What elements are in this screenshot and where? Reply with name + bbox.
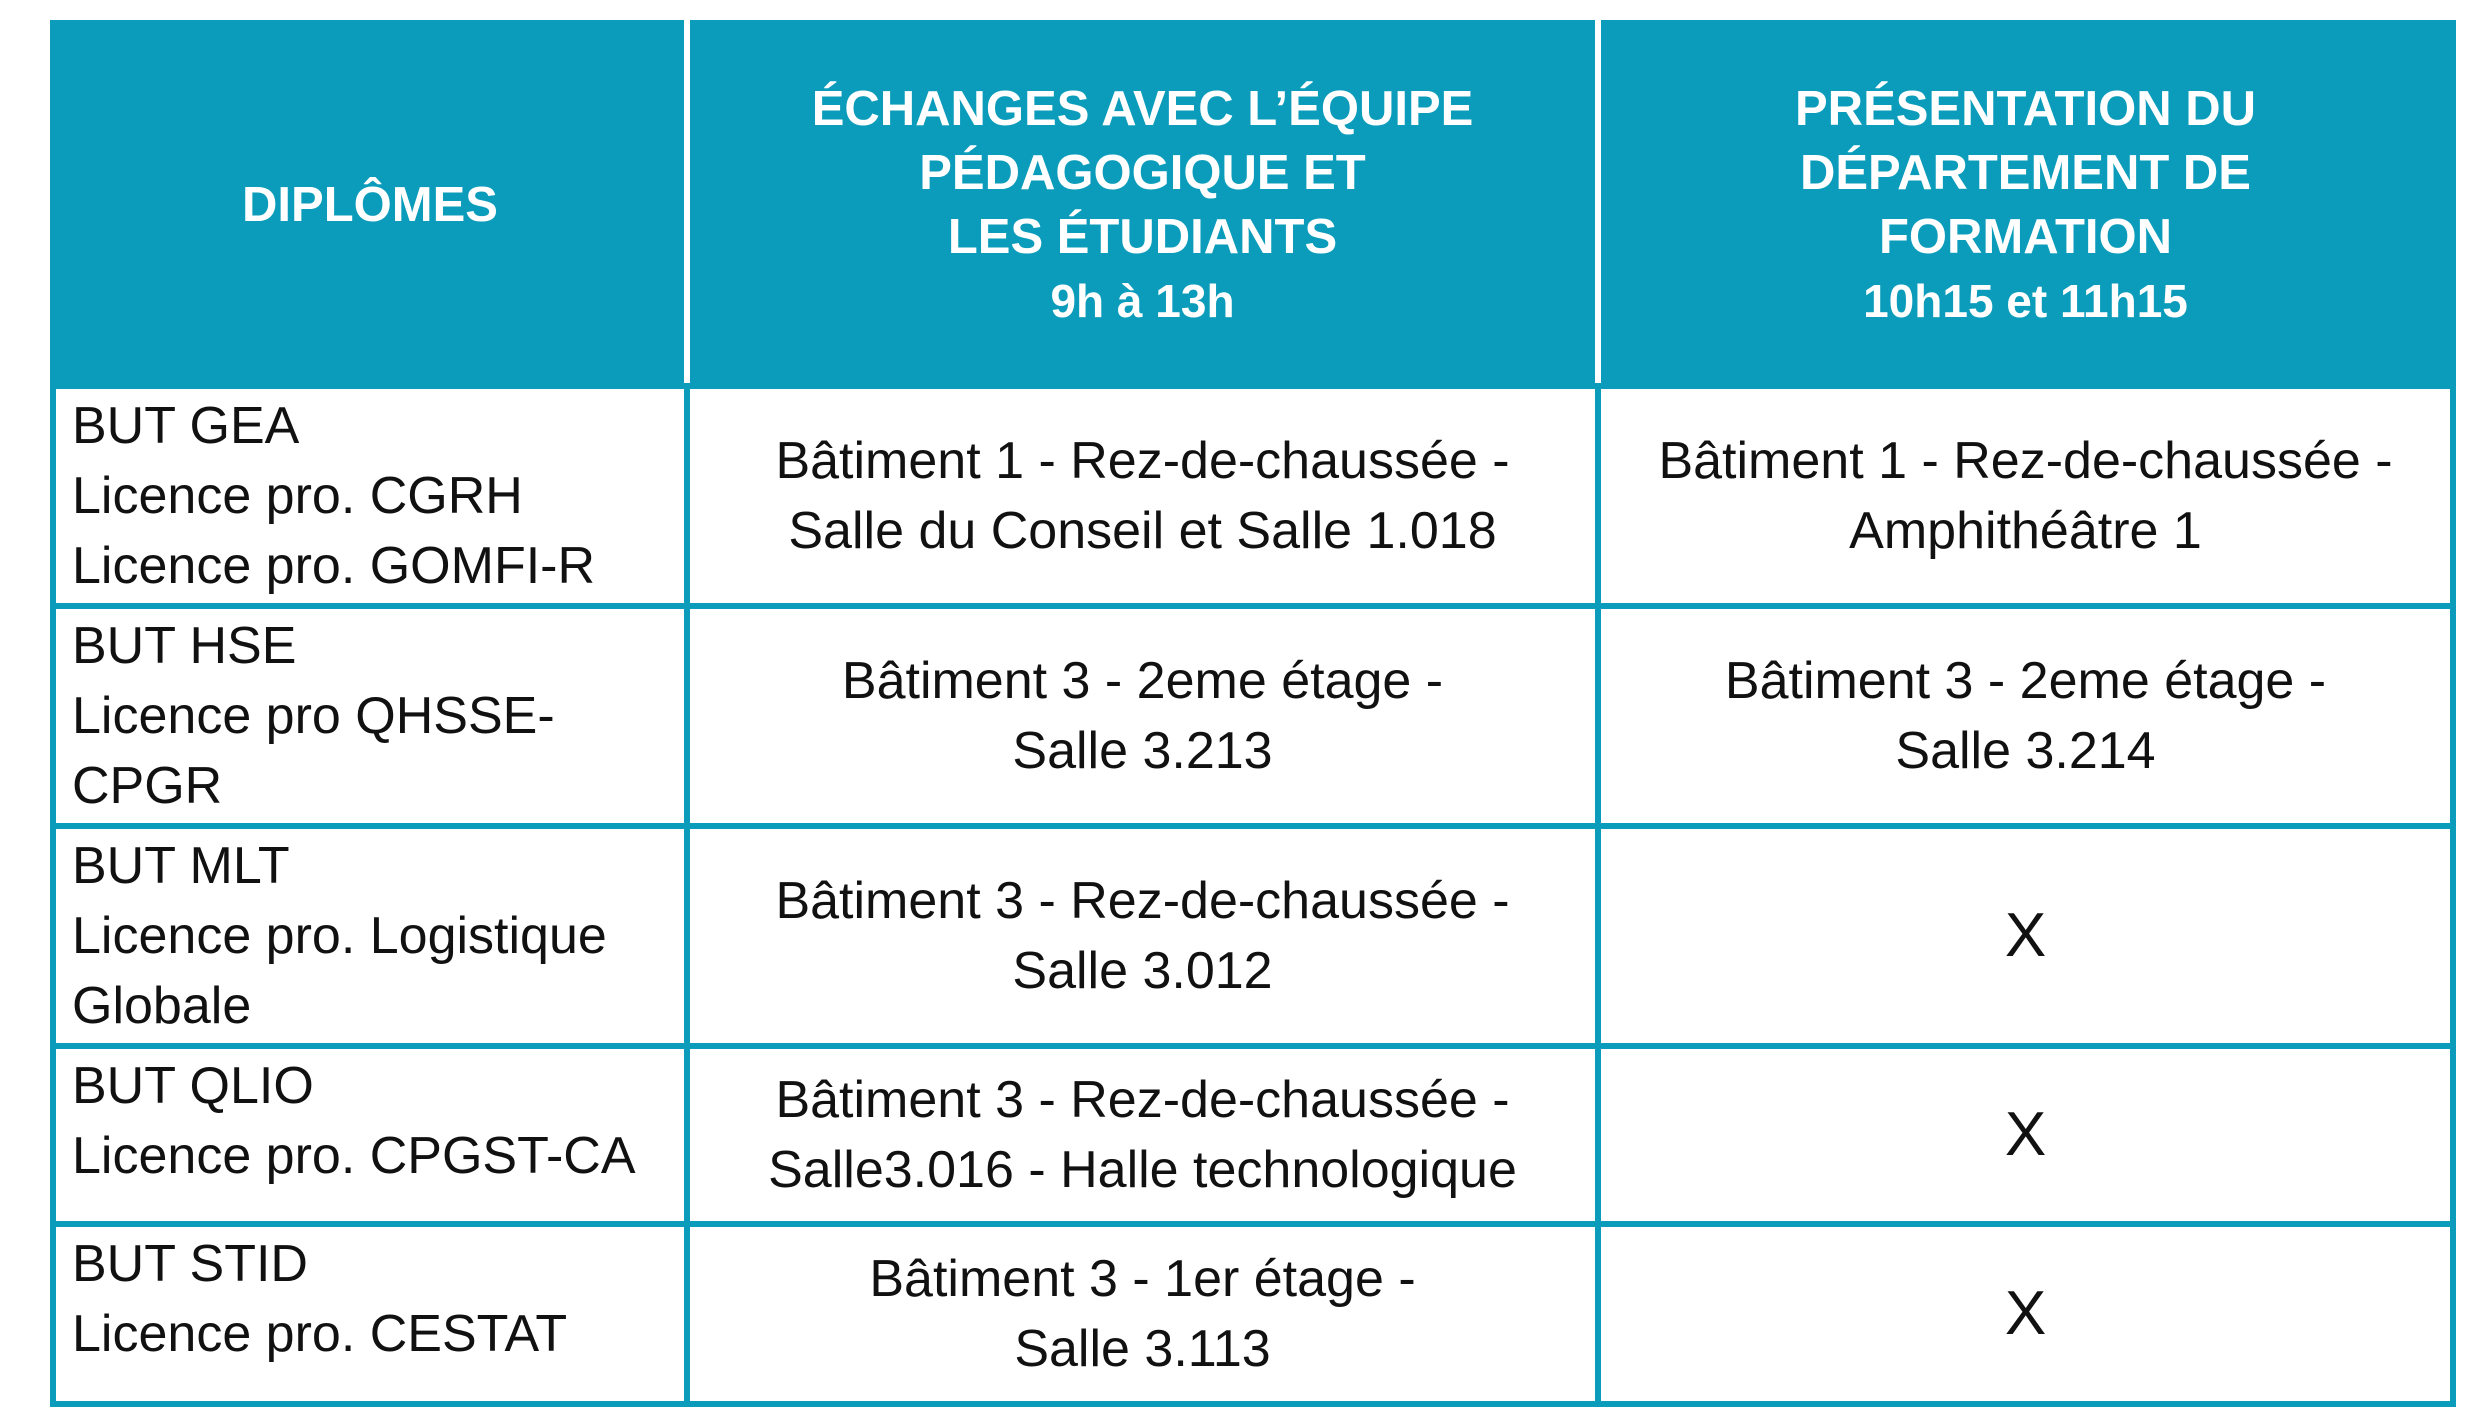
table-row [53,826,2453,1046]
not-applicable-mark: X [2004,1279,2047,1348]
diploma-name: CPGR [72,757,223,815]
header-exchanges-line: PÉDAGOGIQUE ET [919,145,1366,200]
location-line: Bâtiment 1 - Rez-de-chaussée - [1658,432,2393,490]
location-line: Bâtiment 3 - Rez-de-chaussée - [775,872,1510,930]
location-line: Salle 3.214 [1895,722,2156,780]
header-exchanges-line: LES ÉTUDIANTS [947,209,1338,264]
exchange-location-cell [687,386,1598,606]
presentation-none-cell [1598,1046,2453,1224]
diploma-name: Licence pro. CGRH [72,467,523,525]
diploma-name: Licence pro. GOMFI-R [72,537,596,595]
location-line: Salle 3.113 [1014,1320,1271,1378]
header-presentation-line: FORMATION [1878,209,2173,264]
location-line: Bâtiment 1 - Rez-de-chaussée - [775,432,1510,490]
not-applicable-mark: X [2004,901,2047,970]
header-exchanges [687,23,1598,386]
header-presentation-time: 10h15 et 11h15 [1863,274,2188,327]
location-line: Bâtiment 3 - Rez-de-chaussée - [775,1071,1510,1129]
location-line: Salle 3.012 [1012,942,1273,1000]
header-row [53,23,2453,386]
schedule-table [50,20,2456,1407]
presentation-none-cell [1598,826,2453,1046]
table-row [53,1224,2453,1404]
location-line: Bâtiment 3 - 1er étage - [869,1250,1416,1308]
diploma-name: Globale [72,977,252,1035]
location-line: Salle3.016 - Halle technologique [768,1141,1517,1199]
presentation-location-cell [1598,386,2453,606]
location-line: Salle du Conseil et Salle 1.018 [788,502,1497,560]
header-diplomas-label: DIPLÔMES [242,177,498,232]
presentation-none-cell [1598,1224,2453,1404]
header-diplomas [53,23,687,386]
location-line: Bâtiment 3 - 2eme étage - [1724,652,2327,710]
diploma-cell [53,386,687,606]
table-row [53,606,2453,826]
diploma-name: Licence pro QHSSE- [72,687,555,745]
location-line: Amphithéâtre 1 [1849,502,2202,560]
diploma-name: Licence pro. Logistique [72,907,607,965]
header-exchanges-time: 9h à 13h [1050,274,1235,327]
diploma-name: BUT GEA [72,397,300,455]
header-presentation [1598,23,2453,386]
header-presentation-line: PRÉSENTATION DU [1795,81,2256,136]
table-row [53,1046,2453,1224]
diploma-name: BUT STID [72,1235,308,1293]
diploma-name: BUT QLIO [72,1057,314,1115]
location-line: Salle 3.213 [1012,722,1273,780]
exchange-location-cell [687,1224,1598,1404]
diploma-name: BUT MLT [72,837,290,895]
exchange-location-cell [687,826,1598,1046]
exchange-location-cell [687,606,1598,826]
diploma-cell [53,1224,687,1404]
exchange-location-cell [687,1046,1598,1224]
diploma-cell [53,606,687,826]
header-presentation-line: DÉPARTEMENT DE [1799,145,2251,200]
diploma-cell [53,826,687,1046]
diploma-name: BUT HSE [72,617,297,675]
presentation-location-cell [1598,606,2453,826]
diploma-cell [53,1046,687,1224]
not-applicable-mark: X [2004,1100,2047,1169]
diploma-name: Licence pro. CPGST-CA [72,1127,636,1185]
table-row [53,386,2453,606]
diploma-name: Licence pro. CESTAT [72,1305,568,1363]
location-line: Bâtiment 3 - 2eme étage - [841,652,1444,710]
header-exchanges-line: ÉCHANGES AVEC L’ÉQUIPE [811,81,1474,136]
